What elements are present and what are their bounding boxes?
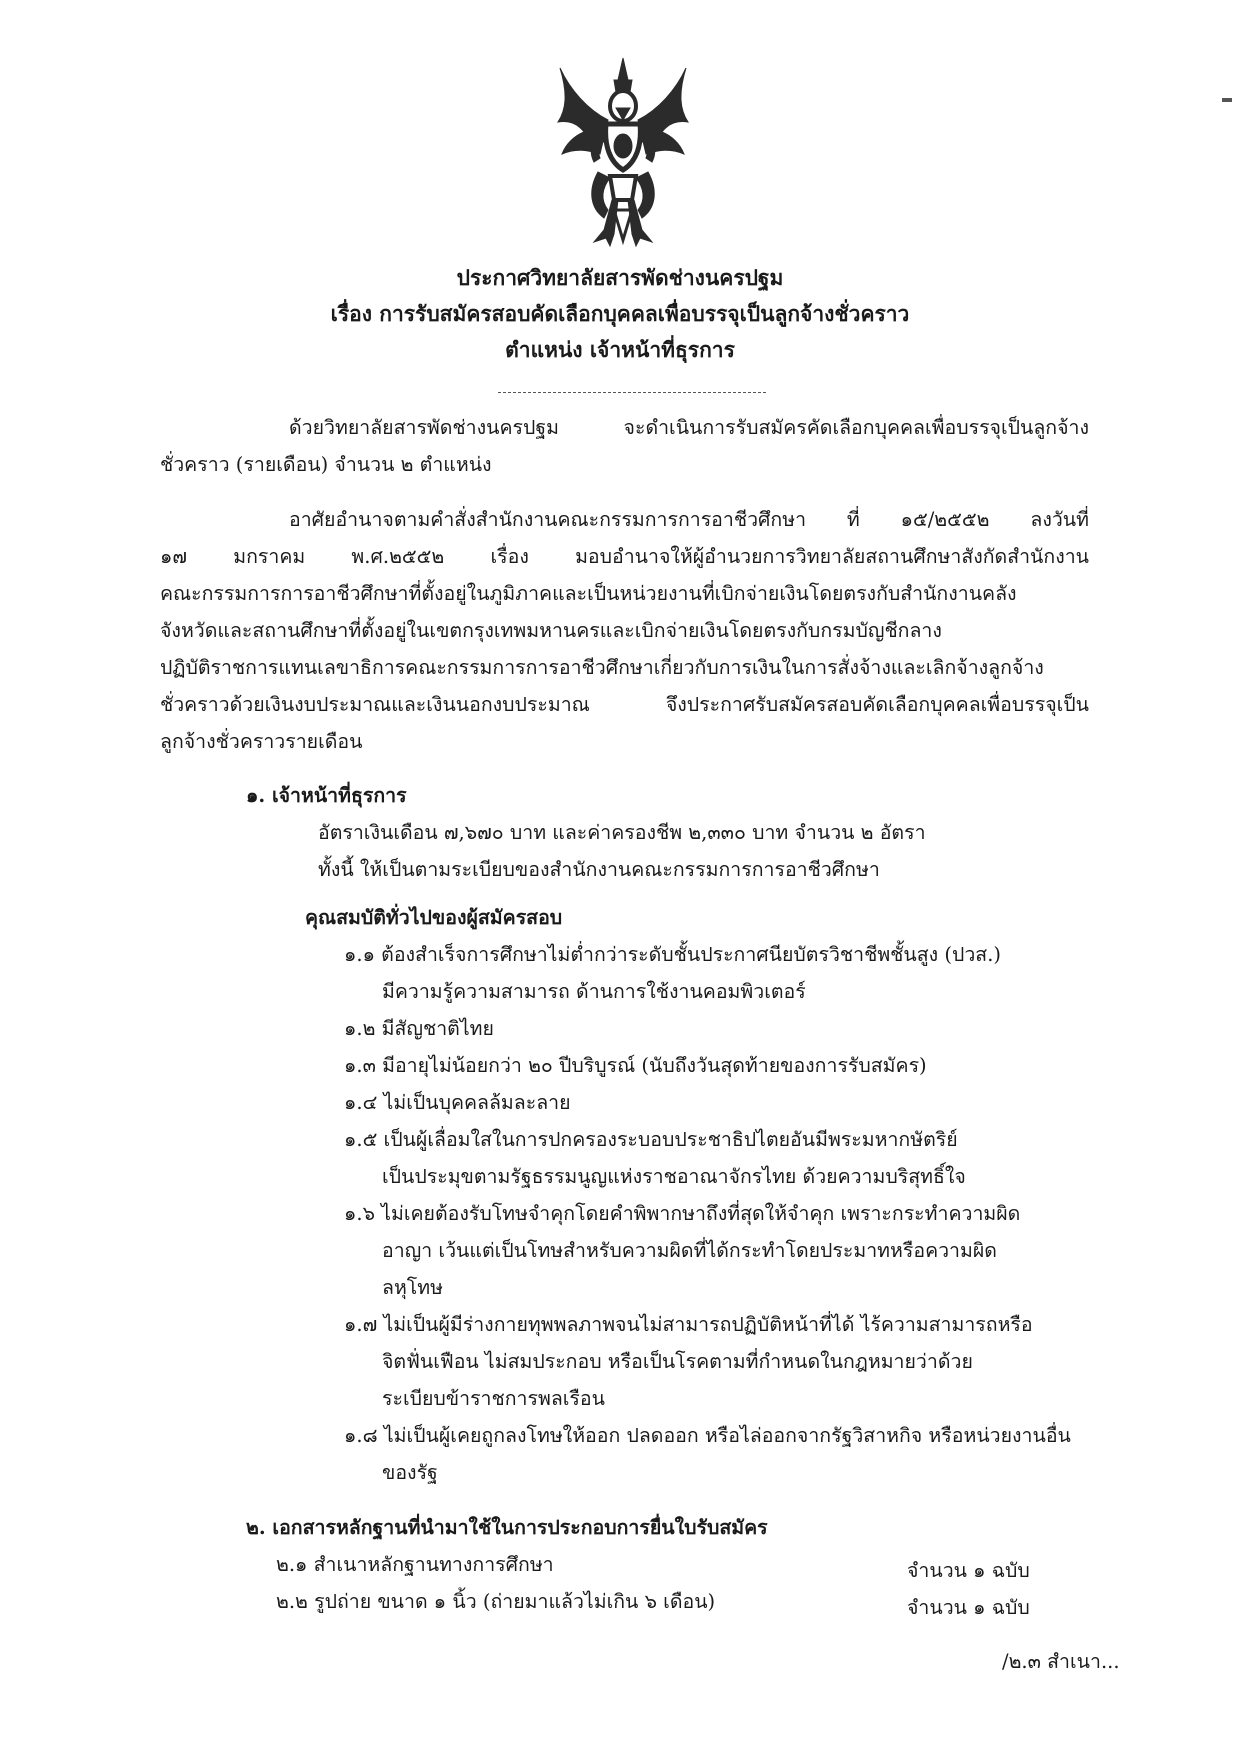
scan-edge-mark — [1222, 98, 1232, 102]
qualification-item: ๑.๔ ไม่เป็นบุคคลล้มละลาย — [344, 1091, 571, 1114]
qualification-item-cont: เป็นประมุขตามรัฐธรรมนูญแห่งราชอาณาจักรไทย ด้วยความบริสุทธิ์ใจ — [382, 1165, 966, 1188]
qualification-item-cont: ลหุโทษ — [382, 1276, 443, 1299]
header-divider — [498, 392, 766, 393]
qualification-item-cont: ระเบียบข้าราชการพลเรือน — [382, 1387, 605, 1410]
qualification-item-cont: ของรัฐ — [382, 1461, 438, 1484]
qualification-item: ๑.๘ ไม่เป็นผู้เคยถูกลงโทษให้ออก ปลดออก หรือไล่ออกจากรัฐวิสาหกิจ หรือหน่วยงานอื่น — [344, 1424, 1071, 1447]
document-item-qty: จำนวน ๑ ฉบับ — [907, 1596, 1030, 1619]
qualification-item: ๑.๑ ต้องสำเร็จการศึกษาไม่ต่ำกว่าระดับชั้นประกาศนียบัตรวิชาชีพชั้นสูง (ปวส.) — [344, 943, 1002, 966]
paragraph-line: ชั่วคราวด้วยเงินงบประมาณและเงินนอกงบประมาณ จึงประกาศรับสมัครสอบคัดเลือกบุคคลเพื่อบรรจุเป็น — [160, 693, 1089, 716]
document-item-label: ๒.๒ รูปถ่าย ขนาด ๑ นิ้ว (ถ่ายมาแล้วไม่เกิน ๖ เดือน) — [276, 1590, 716, 1613]
regulation-note: ทั้งนี้ ให้เป็นตามระเบียบของสำนักงานคณะกรรมการการอาชีวศึกษา — [318, 858, 880, 881]
paragraph-line: ปฏิบัติราชการแทนเลขาธิการคณะกรรมการการอาชีวศึกษาเกี่ยวกับการเงินในการสั่งจ้างและเลิกจ้างลูกจ้าง — [160, 656, 1044, 679]
qualification-item-cont: อาญา เว้นแต่เป็นโทษสำหรับความผิดที่ได้กระทำโดยประมาทหรือความผิด — [382, 1239, 997, 1262]
paragraph-line: คณะกรรมการการอาชีวศึกษาที่ตั้งอยู่ในภูมิภาคและเป็นหน่วยงานที่เบิกจ่ายเงินโดยตรงกับสำนักงานคลัง — [160, 582, 1017, 605]
qualification-item-cont: จิตฟั่นเฟือน ไม่สมประกอบ หรือเป็นโรคตามที่กำหนดในกฎหมายว่าด้วย — [382, 1350, 973, 1373]
qualification-item: ๑.๕ เป็นผู้เลื่อมใสในการปกครองระบอบประชาธิปไตยอันมีพระมหากษัตริย์ — [344, 1128, 958, 1151]
salary-line: อัตราเงินเดือน ๗,๖๗๐ บาท และค่าครองชีพ ๒,๓๓๐ บาท จำนวน ๒ อัตรา — [318, 821, 926, 844]
document-item-label: ๒.๑ สำเนาหลักฐานทางการศึกษา — [276, 1553, 554, 1576]
announcement-title: ประกาศวิทยาลัยสารพัดช่างนครปฐม — [456, 265, 784, 290]
section-2-title: ๒. เอกสารหลักฐานที่นำมาใช้ในการประกอบการยื่นใบรับสมัคร — [246, 1516, 768, 1539]
qualification-item: ๑.๓ มีอายุไม่น้อยกว่า ๒๐ ปีบริบูรณ์ (นับถึงวันสุดท้ายของการรับสมัคร) — [344, 1054, 927, 1077]
qualification-item: ๑.๗ ไม่เป็นผู้มีร่างกายทุพพลภาพจนไม่สามารถปฏิบัติหน้าที่ได้ ไร้ความสามารถหรือ — [344, 1313, 1033, 1336]
paragraph-line: ลูกจ้างชั่วคราวรายเดือน — [160, 730, 363, 753]
paragraph-line: อาศัยอำนาจตามคำสั่งสำนักงานคณะกรรมการการอาชีวศึกษา ที่ ๑๕/๒๕๕๒ ลงวันที่ — [289, 508, 1089, 531]
qualification-item: ๑.๖ ไม่เคยต้องรับโทษจำคุกโดยคำพิพากษาถึงที่สุดให้จำคุก เพราะกระทำความผิด — [344, 1202, 1021, 1225]
document-item-qty: จำนวน ๑ ฉบับ — [907, 1559, 1030, 1582]
section-1-title: ๑. เจ้าหน้าที่ธุรการ — [246, 784, 407, 807]
qualification-item-cont: มีความรู้ความสามารถ ด้านการใช้งานคอมพิวเตอร์ — [382, 980, 806, 1003]
paragraph-line: ด้วยวิทยาลัยสารพัดช่างนครปฐม จะดำเนินการรับสมัครคัดเลือกบุคคลเพื่อบรรจุเป็นลูกจ้าง — [289, 416, 1089, 439]
qualifications-title: คุณสมบัติทั่วไปของผู้สมัครสอบ — [305, 906, 563, 929]
continued-marker: /๒.๓ สำเนา... — [1002, 1650, 1120, 1673]
garuda-emblem-icon — [548, 50, 698, 250]
paragraph-line: ชั่วคราว (รายเดือน) จำนวน ๒ ตำแหน่ง — [160, 453, 492, 476]
announcement-position: ตำแหน่ง เจ้าหน้าที่ธุรการ — [505, 337, 735, 362]
qualification-item: ๑.๒ มีสัญชาติไทย — [344, 1017, 494, 1040]
announcement-subject: เรื่อง การรับสมัครสอบคัดเลือกบุคคลเพื่อบรรจุเป็นลูกจ้างชั่วคราว — [330, 301, 910, 326]
paragraph-line: จังหวัดและสถานศึกษาที่ตั้งอยู่ในเขตกรุงเทพมหานครและเบิกจ่ายเงินโดยตรงกับกรมบัญชีกลาง — [160, 619, 942, 642]
paragraph-line: ๑๗ มกราคม พ.ศ.๒๕๕๒ เรื่อง มอบอำนาจให้ผู้อำนวยการวิทยาลัยสถานศึกษาสังกัดสำนักงาน — [160, 545, 1089, 568]
